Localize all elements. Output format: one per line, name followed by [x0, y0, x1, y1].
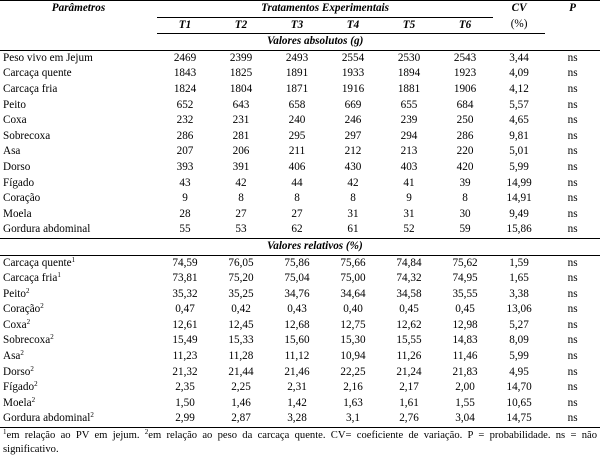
- cv-cell: 14,91: [506, 192, 532, 205]
- row-label-cell: [0, 191, 157, 207]
- row-label-cell: [0, 411, 157, 427]
- value-cell-t1: 21,32: [172, 365, 198, 378]
- value-cell-t3: 1,42: [287, 396, 307, 409]
- value-cell-t4: 430: [344, 160, 362, 173]
- value-cell-t2: 231: [232, 114, 250, 127]
- p-cell: ns: [567, 303, 578, 316]
- value-cell-t5: 31: [403, 207, 415, 220]
- row-label: Sobrecoxa: [3, 129, 51, 142]
- value-cell-t5: 41: [403, 176, 415, 189]
- p-cell: ns: [567, 145, 578, 158]
- row-label: Gordura abdominal: [3, 412, 91, 425]
- value-cell-t4: 2554: [341, 51, 365, 64]
- p-cell: ns: [567, 51, 578, 64]
- row-label: Peito: [3, 98, 26, 111]
- value-cell-t6: 2,00: [455, 381, 475, 394]
- header-t4: T4: [325, 17, 381, 34]
- row-label-cell: [0, 302, 157, 318]
- footnote-text-2: em relação ao peso da carcaça quente. CV= coeficiente de variação. P = probabilidade. ns = não significativo.: [3, 430, 597, 455]
- row-label: Coração: [3, 303, 41, 316]
- value-cell-t5: 2,17: [399, 381, 419, 394]
- row-label-cell: [0, 255, 157, 271]
- table-row: [0, 333, 600, 349]
- cv-cell: 4,65: [509, 114, 529, 127]
- value-cell-t5: 294: [400, 129, 418, 142]
- value-cell-t2: 2399: [229, 51, 253, 64]
- value-cell-t4: 75,00: [340, 272, 366, 285]
- header-row-group: [0, 1, 600, 18]
- header-t1: T1: [157, 17, 213, 34]
- table-row: [0, 191, 600, 207]
- value-cell-t1: 12,61: [172, 318, 198, 331]
- row-label-superscript: 2: [50, 333, 54, 342]
- row-label: Gordura abdominal: [3, 223, 91, 236]
- table-row: [0, 222, 600, 238]
- value-cell-t6: 1906: [453, 82, 477, 95]
- table-row: [0, 66, 600, 82]
- row-label: Dorso: [3, 160, 31, 173]
- p-cell: ns: [567, 223, 578, 236]
- table-row: [0, 98, 600, 114]
- table-row: [0, 82, 600, 98]
- value-cell-t6: 286: [456, 129, 474, 142]
- value-cell-t6: 8: [462, 192, 468, 205]
- cv-cell: 9,81: [509, 129, 529, 142]
- header-treatments-group: Tratamentos Experimentais: [157, 1, 493, 18]
- value-cell-t4: 10,94: [340, 350, 366, 363]
- value-cell-t2: 2,87: [213, 411, 269, 427]
- p-cell: ns: [567, 256, 578, 269]
- section-header-spacer: [0, 238, 157, 255]
- value-cell-t6: 21,83: [452, 365, 478, 378]
- row-label-cell: [0, 318, 157, 334]
- row-label-cell: [0, 98, 157, 114]
- cv-cell: 14,75: [493, 411, 545, 427]
- value-cell-t2: 53: [235, 223, 247, 236]
- cv-cell: 3,44: [509, 51, 529, 64]
- value-cell-t4: 1,63: [343, 396, 363, 409]
- value-cell-t4: 3,1: [325, 411, 381, 427]
- cv-cell: 14,99: [506, 176, 532, 189]
- header-parametros: Parâmetros: [51, 2, 106, 14]
- value-cell-t5: 11,26: [396, 350, 422, 363]
- value-cell-t5: 655: [400, 98, 418, 111]
- table-row: [0, 271, 600, 287]
- value-cell-t3: 11,12: [284, 350, 310, 363]
- value-cell-t5: 0,45: [399, 303, 419, 316]
- value-cell-t6: 1923: [453, 67, 477, 80]
- value-cell-t1: 73,81: [172, 272, 198, 285]
- value-cell-t4: 42: [347, 176, 359, 189]
- value-cell-t3: 44: [291, 176, 303, 189]
- cv-cell: 5,99: [509, 350, 529, 363]
- value-cell-t6: 39: [459, 176, 471, 189]
- row-label-superscript: 2: [26, 286, 30, 295]
- row-label: Peso vivo em Jejum: [3, 51, 93, 64]
- value-cell-t3: 240: [288, 114, 306, 127]
- value-cell-t2: 11,28: [228, 350, 254, 363]
- value-cell-t4: 669: [344, 98, 362, 111]
- value-cell-t2: 8: [238, 192, 244, 205]
- header-t6: T6: [437, 17, 493, 34]
- cv-cell: 8,09: [509, 334, 529, 347]
- value-cell-t5: 52: [403, 223, 415, 236]
- p-cell: ns: [567, 207, 578, 220]
- row-label-superscript: 1: [57, 271, 61, 280]
- value-cell-t4: 1916: [341, 82, 365, 95]
- value-cell-t5: 9: [406, 192, 412, 205]
- row-label-cell: [0, 66, 157, 82]
- row-label-superscript: 2: [30, 364, 34, 373]
- value-cell-t3: 62: [291, 223, 303, 236]
- row-label: Moela: [3, 396, 32, 409]
- value-cell-t3: 406: [288, 160, 306, 173]
- value-cell-t3: 3,28: [269, 411, 325, 427]
- value-cell-t3: 295: [288, 129, 306, 142]
- value-cell-t6: 14,83: [452, 334, 478, 347]
- value-cell-t3: 15,60: [284, 334, 310, 347]
- value-cell-t3: 658: [288, 98, 306, 111]
- value-cell-t1: 15,49: [172, 334, 198, 347]
- value-cell-t3: 211: [288, 145, 306, 158]
- value-cell-t4: 12,75: [340, 318, 366, 331]
- value-cell-t5: 74,32: [396, 272, 422, 285]
- row-label-superscript: 2: [90, 411, 94, 420]
- table-row: [0, 318, 600, 334]
- p-cell: ns: [567, 334, 578, 347]
- value-cell-t1: 11,23: [172, 350, 198, 363]
- p-cell: ns: [567, 67, 578, 80]
- row-label: Moela: [3, 207, 32, 220]
- row-label: Coração: [3, 192, 41, 205]
- row-label: Peito: [3, 287, 26, 300]
- section-header-row: [0, 238, 600, 255]
- row-label: Fígado: [3, 381, 35, 394]
- p-cell: ns: [567, 287, 578, 300]
- value-cell-t6: 220: [456, 145, 474, 158]
- value-cell-t2: 1,46: [231, 396, 251, 409]
- table-row: [0, 129, 600, 145]
- p-cell: ns: [567, 350, 578, 363]
- section-title: Valores relativos (%): [157, 238, 600, 255]
- value-cell-t2: 21,44: [228, 365, 254, 378]
- row-label-cell: [0, 365, 157, 381]
- value-cell-t2: 281: [232, 129, 250, 142]
- footnote-sup-2: 2: [144, 428, 149, 437]
- value-cell-t4: 297: [344, 129, 362, 142]
- section-header-row: [0, 34, 600, 51]
- cv-cell: 1,59: [509, 256, 529, 269]
- row-label-superscript: 2: [26, 317, 31, 326]
- value-cell-t6: 12,98: [452, 318, 478, 331]
- row-label-cell: [0, 271, 157, 287]
- cv-cell: 3,38: [509, 287, 529, 300]
- value-cell-t3: 12,68: [284, 318, 310, 331]
- value-cell-t2: 206: [232, 145, 250, 158]
- value-cell-t6: 3,04: [437, 411, 493, 427]
- header-t5: T5: [381, 17, 437, 34]
- row-label: Dorso: [3, 365, 31, 378]
- header-cv: CV: [511, 2, 527, 15]
- cv-cell: 10,65: [506, 396, 532, 409]
- value-cell-t1: 55: [179, 223, 191, 236]
- cv-cell: 13,06: [506, 303, 532, 316]
- value-cell-t2: 643: [232, 98, 250, 111]
- value-cell-t4: 61: [347, 223, 359, 236]
- p-cell: ns: [567, 98, 578, 111]
- table-row: [0, 411, 600, 427]
- value-cell-t1: 652: [176, 98, 194, 111]
- row-label-cell: [0, 396, 157, 412]
- value-cell-t2: 0,42: [231, 303, 251, 316]
- value-cell-t3: 1891: [285, 67, 309, 80]
- value-cell-t4: 212: [344, 145, 362, 158]
- value-cell-t1: 9: [182, 192, 188, 205]
- value-cell-t3: 34,76: [284, 287, 310, 300]
- p-cell: ns: [567, 82, 578, 95]
- row-label: Carcaça fria: [3, 82, 58, 95]
- value-cell-t4: 34,64: [340, 287, 366, 300]
- value-cell-t5: 34,58: [396, 287, 422, 300]
- row-label-superscript: 2: [40, 302, 44, 311]
- cv-cell: 4,95: [509, 365, 529, 378]
- value-cell-t6: 11,46: [452, 350, 478, 363]
- row-label-superscript: 2: [31, 395, 36, 404]
- table-row: [0, 144, 600, 160]
- header-p: P: [569, 2, 576, 14]
- value-cell-t3: 1871: [285, 82, 309, 95]
- row-label-superscript: 2: [20, 349, 24, 358]
- value-cell-t6: 75,62: [452, 256, 478, 269]
- value-cell-t2: 76,05: [228, 256, 254, 269]
- value-cell-t3: 2493: [285, 51, 309, 64]
- value-cell-t6: 1,55: [455, 396, 475, 409]
- value-cell-t6: 420: [456, 160, 474, 173]
- cv-cell: 1,65: [509, 272, 529, 285]
- value-cell-t4: 2,16: [343, 381, 363, 394]
- value-cell-t2: 15,33: [228, 334, 254, 347]
- row-label-superscript: 2: [34, 380, 38, 389]
- value-cell-t2: 27: [235, 207, 247, 220]
- value-cell-t5: 21,24: [396, 365, 422, 378]
- value-cell-t4: 0,40: [343, 303, 363, 316]
- cv-cell: 5,99: [509, 160, 529, 173]
- value-cell-t1: 43: [179, 176, 191, 189]
- p-cell: ns: [567, 129, 578, 142]
- value-cell-t5: 213: [400, 145, 418, 158]
- row-label-cell: [0, 113, 157, 129]
- cv-cell: 4,12: [509, 82, 529, 95]
- value-cell-t4: 15,30: [340, 334, 366, 347]
- table-row: [0, 176, 600, 192]
- value-cell-t1: 232: [176, 114, 194, 127]
- row-label: Carcaça fria: [3, 272, 58, 285]
- value-cell-t1: 286: [176, 129, 194, 142]
- table-row: [0, 396, 600, 412]
- value-cell-t6: 35,55: [452, 287, 478, 300]
- value-cell-t1: 74,59: [172, 256, 198, 269]
- section-header-spacer: [0, 34, 157, 51]
- cv-cell: 4,09: [509, 67, 529, 80]
- table-row: [0, 380, 600, 396]
- row-label: Carcaça quente: [3, 67, 72, 80]
- value-cell-t2: 1825: [229, 67, 253, 80]
- value-cell-t3: 75,04: [284, 272, 310, 285]
- value-cell-t1: 2469: [173, 51, 197, 64]
- p-cell: ns: [567, 396, 578, 409]
- row-label-cell: [0, 380, 157, 396]
- value-cell-t6: 59: [459, 223, 471, 236]
- value-cell-t2: 12,45: [228, 318, 254, 331]
- p-cell: ns: [567, 272, 578, 285]
- row-label-cell: [0, 207, 157, 223]
- row-label: Carcaça quente: [3, 256, 72, 269]
- value-cell-t5: 12,62: [396, 318, 422, 331]
- value-cell-t5: 1881: [397, 82, 421, 95]
- footnote: [0, 428, 600, 456]
- row-label-cell: [0, 176, 157, 192]
- cv-cell: 14,70: [506, 381, 532, 394]
- value-cell-t2: 75,20: [228, 272, 254, 285]
- value-cell-t3: 27: [291, 207, 303, 220]
- value-cell-t3: 8: [294, 192, 300, 205]
- value-cell-t1: 2,35: [175, 381, 195, 394]
- row-label: Fígado: [3, 176, 35, 189]
- table-row: [0, 349, 600, 365]
- value-cell-t1: 28: [179, 207, 191, 220]
- table-row: [0, 287, 600, 303]
- row-label: Coxa: [3, 318, 27, 331]
- row-label: Asa: [3, 145, 21, 158]
- header-t3: T3: [269, 17, 325, 34]
- footnote-text-1: em relação ao PV em jejum.: [6, 430, 145, 442]
- value-cell-t3: 2,31: [287, 381, 307, 394]
- value-cell-t4: 31: [347, 207, 359, 220]
- row-label-cell: [0, 349, 157, 365]
- value-cell-t5: 74,84: [396, 256, 422, 269]
- cv-cell: 15,86: [506, 223, 532, 236]
- row-label-cell: [0, 160, 157, 176]
- p-cell: ns: [567, 160, 578, 173]
- cv-cell: 5,01: [509, 145, 529, 158]
- p-cell: ns: [567, 192, 578, 205]
- value-cell-t4: 22,25: [340, 365, 366, 378]
- value-cell-t1: 1824: [173, 82, 197, 95]
- p-cell: ns: [545, 411, 600, 427]
- value-cell-t2: 1804: [229, 82, 253, 95]
- value-cell-t1: 1,50: [175, 396, 195, 409]
- header-t2: T2: [213, 17, 269, 34]
- value-cell-t5: 15,55: [396, 334, 422, 347]
- value-cell-t6: 2543: [453, 51, 477, 64]
- value-cell-t1: 393: [176, 160, 194, 173]
- value-cell-t3: 0,43: [287, 303, 307, 316]
- value-cell-t5: 239: [400, 114, 418, 127]
- footnote-sup-1: 1: [3, 428, 7, 437]
- value-cell-t1: 0,47: [175, 303, 195, 316]
- table-row: [0, 113, 600, 129]
- row-label-cell: [0, 50, 157, 66]
- value-cell-t6: 0,45: [455, 303, 475, 316]
- value-cell-t5: 403: [400, 160, 418, 173]
- value-cell-t2: 391: [232, 160, 250, 173]
- row-label-cell: [0, 144, 157, 160]
- row-label: Asa: [3, 350, 21, 363]
- p-cell: ns: [567, 365, 578, 378]
- p-cell: ns: [567, 114, 578, 127]
- value-cell-t3: 21,46: [284, 365, 310, 378]
- value-cell-t5: 2,76: [381, 411, 437, 427]
- p-cell: ns: [567, 318, 578, 331]
- value-cell-t2: 42: [235, 176, 247, 189]
- section-title: Valores absolutos (g): [157, 34, 600, 51]
- table-row: [0, 302, 600, 318]
- table-row: [0, 255, 600, 271]
- value-cell-t6: 684: [456, 98, 474, 111]
- row-label: Sobrecoxa: [3, 334, 51, 347]
- value-cell-t1: 1843: [173, 67, 197, 80]
- value-cell-t6: 30: [459, 207, 471, 220]
- row-label-superscript: 1: [71, 255, 76, 264]
- value-cell-t2: 35,25: [228, 287, 254, 300]
- table-row: [0, 50, 600, 66]
- row-label-cell: [0, 287, 157, 303]
- cv-cell: 5,27: [509, 318, 529, 331]
- table-row: [0, 207, 600, 223]
- value-cell-t4: 1933: [341, 67, 365, 80]
- value-cell-t4: 75,66: [340, 256, 366, 269]
- row-label: Coxa: [3, 114, 27, 127]
- value-cell-t2: 2,25: [231, 381, 251, 394]
- value-cell-t4: 246: [344, 114, 362, 127]
- cv-cell: 9,49: [509, 207, 529, 220]
- row-label-cell: [0, 129, 157, 145]
- cv-cell: 5,57: [509, 98, 529, 111]
- table-row: [0, 365, 600, 381]
- row-label-cell: [0, 333, 157, 349]
- header-cv-unit: (%): [493, 17, 545, 34]
- value-cell-t1: 35,32: [172, 287, 198, 300]
- value-cell-t5: 2530: [397, 51, 421, 64]
- value-cell-t1: 207: [176, 145, 194, 158]
- value-cell-t6: 74,95: [452, 272, 478, 285]
- results-table-body: [0, 34, 600, 428]
- table-row: [0, 160, 600, 176]
- value-cell-t3: 75,86: [284, 256, 310, 269]
- value-cell-t5: 1,61: [399, 396, 419, 409]
- row-label-cell: [0, 82, 157, 98]
- value-cell-t4: 8: [350, 192, 356, 205]
- p-cell: ns: [567, 381, 578, 394]
- p-cell: ns: [567, 176, 578, 189]
- value-cell-t6: 250: [456, 114, 474, 127]
- row-label-cell: [0, 222, 157, 238]
- value-cell-t1: 2,99: [157, 411, 213, 427]
- value-cell-t5: 1894: [397, 67, 421, 80]
